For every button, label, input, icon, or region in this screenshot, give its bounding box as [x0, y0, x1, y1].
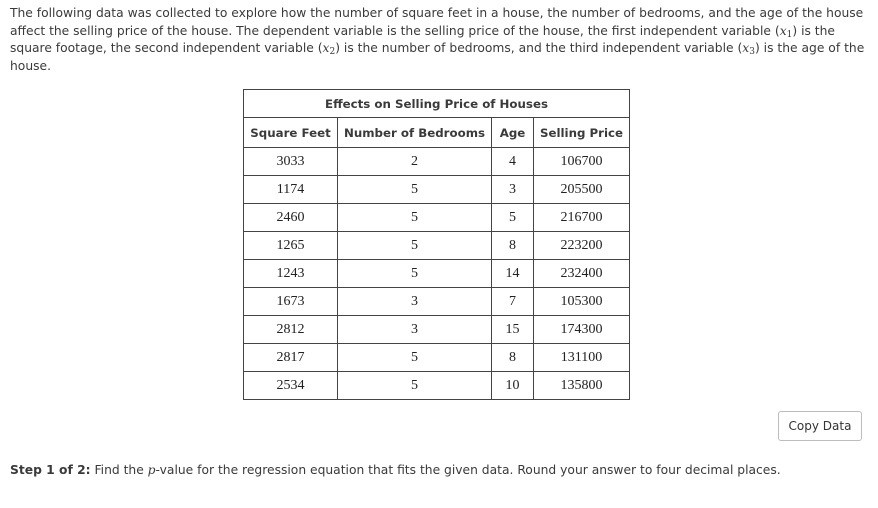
table-row	[244, 316, 630, 344]
table-row	[244, 260, 630, 288]
cell-square-feet: 1243	[244, 260, 338, 288]
cell-square-feet: 2817	[244, 344, 338, 372]
table-caption: Effects on Selling Price of Houses	[244, 90, 630, 118]
cell-square-feet: 2812	[244, 316, 338, 344]
intro-text-3: ) is the number of bedrooms, and the third independent variable (	[335, 41, 743, 55]
cell-selling-price: 205500	[534, 176, 630, 204]
column-header-bedrooms: Number of Bedrooms	[338, 118, 492, 148]
cell-bedrooms: 5	[338, 344, 492, 372]
house-data-table	[243, 89, 630, 400]
step-text-before: Find the	[90, 463, 148, 477]
cell-selling-price: 131100	[534, 344, 630, 372]
table-row	[244, 232, 630, 260]
x2-variable: $x_2$	[322, 41, 336, 57]
x1-variable: $x_1$	[779, 23, 793, 40]
cell-age: 8	[492, 344, 534, 372]
column-header-selling-price: Selling Price	[534, 118, 630, 148]
cell-selling-price: 223200	[534, 232, 630, 260]
cell-bedrooms: 5	[338, 260, 492, 288]
cell-square-feet: 3033	[244, 148, 338, 176]
table-row	[244, 288, 630, 316]
cell-bedrooms: 2	[338, 148, 492, 176]
intro-text-1: The following data was collected to explore how the number of square feet in a house, the number of bedrooms, and the age of the house affect the selling price of the house. The dependent variable is the selling price of the house, the first independent variable (	[10, 6, 864, 38]
cell-selling-price: 106700	[534, 148, 630, 176]
cell-age: 8	[492, 232, 534, 260]
cell-age: 10	[492, 372, 534, 400]
cell-bedrooms: 5	[338, 232, 492, 260]
cell-age: 5	[492, 204, 534, 232]
cell-selling-price: 232400	[534, 260, 630, 288]
step-instruction	[10, 463, 781, 477]
table-row	[244, 148, 630, 176]
x3-variable: $x_3$	[742, 41, 755, 57]
cell-square-feet: 2534	[244, 372, 338, 400]
cell-bedrooms: 5	[338, 204, 492, 232]
problem-statement	[10, 5, 874, 75]
cell-bedrooms: 3	[338, 288, 492, 316]
cell-square-feet: 1265	[244, 232, 338, 260]
table-row	[244, 176, 630, 204]
cell-bedrooms: 5	[338, 372, 492, 400]
intro-text-4: ) is the age of the house.	[10, 41, 865, 73]
header-row	[244, 118, 630, 148]
cell-age: 3	[492, 176, 534, 204]
cell-selling-price: 105300	[534, 288, 630, 316]
table-row	[244, 204, 630, 232]
cell-selling-price: 216700	[534, 204, 630, 232]
table-row	[244, 344, 630, 372]
cell-bedrooms: 5	[338, 176, 492, 204]
cell-square-feet: 1174	[244, 176, 338, 204]
table-row	[244, 372, 630, 400]
step-text-after: -value for the regression equation that fits the given data. Round your answer to four decimal places.	[155, 463, 781, 477]
cell-age: 7	[492, 288, 534, 316]
column-header-square-feet: Square Feet	[244, 118, 338, 148]
intro-text-2: ) is the square footage, the second independent variable (	[10, 23, 835, 55]
step-label: Step 1 of 2:	[10, 463, 91, 477]
cell-selling-price: 174300	[534, 316, 630, 344]
cell-age: 14	[492, 260, 534, 288]
cell-square-feet: 2460	[244, 204, 338, 232]
cell-square-feet: 1673	[244, 288, 338, 316]
cell-selling-price: 135800	[534, 372, 630, 400]
column-header-age: Age	[492, 118, 534, 148]
cell-age: 15	[492, 316, 534, 344]
cell-age: 4	[492, 148, 534, 176]
p-variable: p	[147, 463, 156, 477]
cell-bedrooms: 3	[338, 316, 492, 344]
copy-data-button[interactable]: Copy Data	[778, 411, 862, 441]
